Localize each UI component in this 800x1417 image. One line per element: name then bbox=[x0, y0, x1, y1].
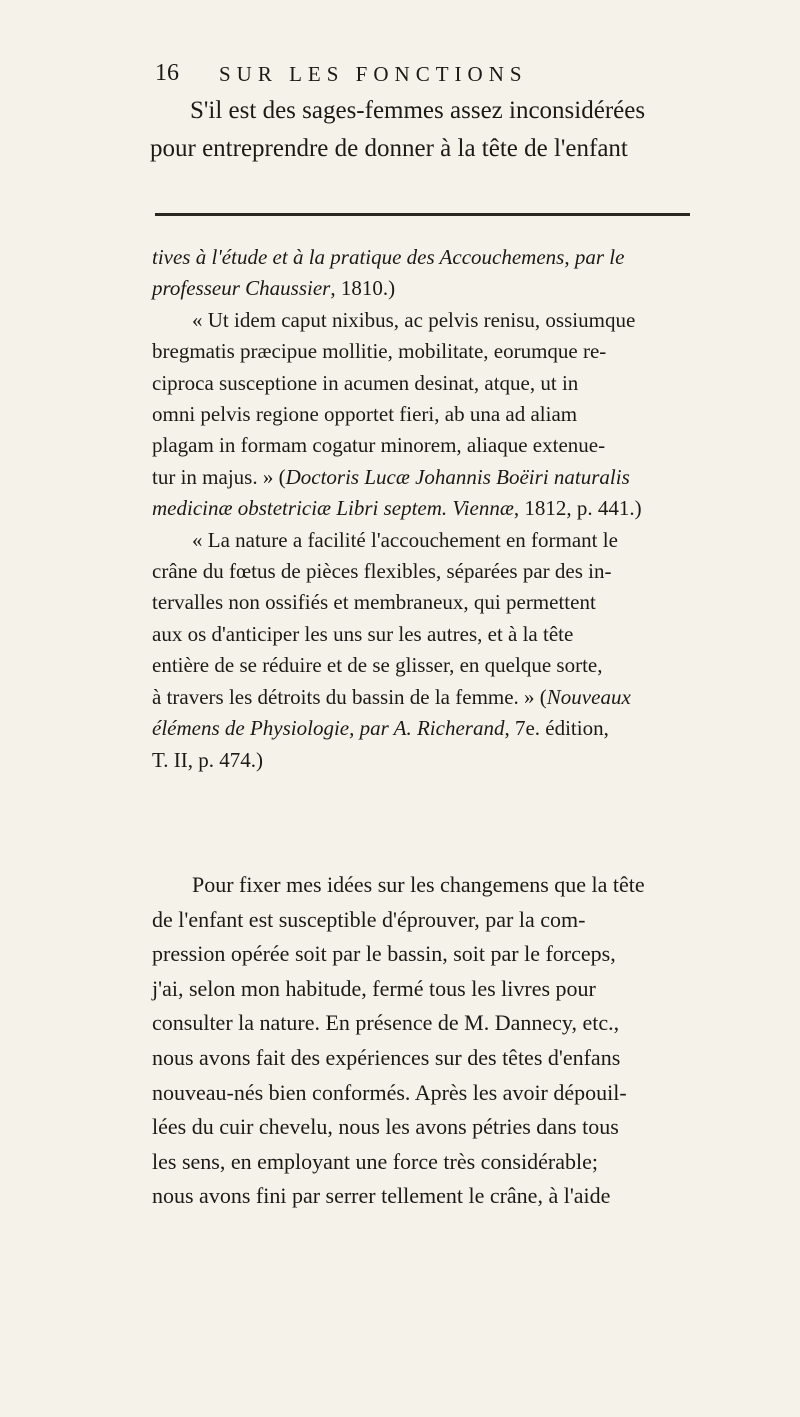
paragraph-line: nouveau-nés bien conformés. Après les avoir dépouil- bbox=[152, 1079, 627, 1105]
footnote-text-run: tervalles non ossifiés et membraneux, qui permettent bbox=[152, 590, 596, 615]
footnote-italic-run: tives à l'étude et à la pratique des Accouchemens bbox=[152, 245, 565, 269]
footnote-text-run: à travers les détroits du bassin de la femme. » ( bbox=[152, 684, 547, 709]
paragraph-line: lées du cuir chevelu, nous les avons pétries dans tous bbox=[152, 1114, 619, 1140]
footnote-text-run: , 1812, p. 441.) bbox=[513, 496, 642, 521]
paragraph-line: de l'enfant est susceptible d'éprouver, par la com- bbox=[152, 906, 586, 932]
footnote-divider bbox=[155, 213, 690, 216]
footnote-italic-run: par le bbox=[574, 245, 625, 269]
footnote-italic-run: Doctoris Lucæ Johannis Boëiri naturalis bbox=[285, 464, 630, 489]
footnote-line bbox=[152, 462, 692, 493]
footnote-text-run: « Ut idem caput nixibus, ac pelvis renisu, ossiumque bbox=[192, 307, 636, 332]
footnote-italic-run: medicinæ obstetriciæ Libri septem. Viennæ bbox=[152, 496, 514, 521]
footnote-italic-run: professeur Chaussier bbox=[152, 276, 331, 301]
running-head: SUR LES FONCTIONS bbox=[219, 62, 528, 86]
footnote-text-run: , bbox=[564, 245, 575, 269]
footnote-line bbox=[152, 682, 692, 713]
footnote-text-run: ciproca susceptione in acumen desinat, atque, ut in bbox=[152, 370, 579, 395]
footnote-continuation bbox=[152, 868, 692, 1214]
main-text-line: pour entreprendre de donner à la tête de l'enfant bbox=[150, 135, 628, 162]
footnote-line bbox=[152, 587, 692, 618]
footnote-line bbox=[152, 619, 692, 650]
paragraph-line: pression opérée soit par le bassin, soit par le forceps, bbox=[152, 941, 616, 967]
paragraph-line: j'ai, selon mon habitude, fermé tous les livres pour bbox=[152, 975, 596, 1001]
paragraph-line: les sens, en employant une force très considérable; bbox=[152, 1148, 598, 1174]
main-text-line: S'il est des sages-femmes assez inconsidérées bbox=[190, 97, 646, 124]
footnote-text-run: « La nature a facilité l'accouchement en formant le bbox=[192, 527, 618, 552]
footnote-italic-run: Nouveaux bbox=[546, 684, 631, 709]
footnote-text-run: crâne du fœtus de pièces flexibles, séparées par des in- bbox=[152, 559, 612, 584]
footnote-text-run: omni pelvis regione opportet fieri, ab una ad aliam bbox=[152, 402, 578, 427]
footnote-line bbox=[152, 368, 692, 399]
footnote-text-run: , 7e. édition, bbox=[504, 716, 609, 741]
footnotes bbox=[152, 242, 692, 776]
footnote-line bbox=[152, 650, 692, 681]
footnote-text-run: tur in majus. » ( bbox=[152, 464, 286, 489]
paragraph-line: nous avons fini par serrer tellement le crâne, à l'aide bbox=[152, 1183, 611, 1209]
footnote-line bbox=[152, 399, 692, 430]
page-header bbox=[155, 60, 685, 90]
footnote-line bbox=[152, 336, 692, 367]
footnote-text-run: plagam in formam cogatur minorem, aliaque extenue- bbox=[152, 433, 606, 458]
footnote-text-run: entière de se réduire et de se glisser, en quelque sorte, bbox=[152, 653, 603, 678]
paragraph-line: Pour fixer mes idées sur les changemens que la tête bbox=[192, 872, 645, 897]
footnote-line bbox=[152, 556, 692, 587]
footnote-line bbox=[152, 713, 692, 744]
paragraph-line: consulter la nature. En présence de M. Dannecy, etc., bbox=[152, 1010, 620, 1036]
footnote-text-run: T. II, p. 474.) bbox=[152, 747, 263, 772]
page-number: 16 bbox=[155, 60, 179, 86]
footnote-line bbox=[152, 430, 692, 461]
footnote-text-run: bregmatis præcipue mollitie, mobilitate, eorumque re- bbox=[152, 339, 607, 364]
footnote-line bbox=[152, 273, 692, 304]
footnote-line bbox=[152, 525, 692, 556]
footnote-line bbox=[152, 745, 692, 776]
paragraph-line: nous avons fait des expériences sur des têtes d'enfans bbox=[152, 1044, 621, 1070]
footnote-line bbox=[152, 305, 692, 336]
footnote-line bbox=[152, 493, 692, 524]
footnote-text-run: aux os d'anticiper les uns sur les autres, et à la tête bbox=[152, 621, 574, 646]
main-text bbox=[150, 92, 690, 168]
footnote-italic-run: élémens de Physiologie, par A. Richerand bbox=[152, 716, 505, 741]
footnote-line bbox=[152, 242, 692, 273]
footnote-text-run: , 1810.) bbox=[330, 276, 396, 301]
